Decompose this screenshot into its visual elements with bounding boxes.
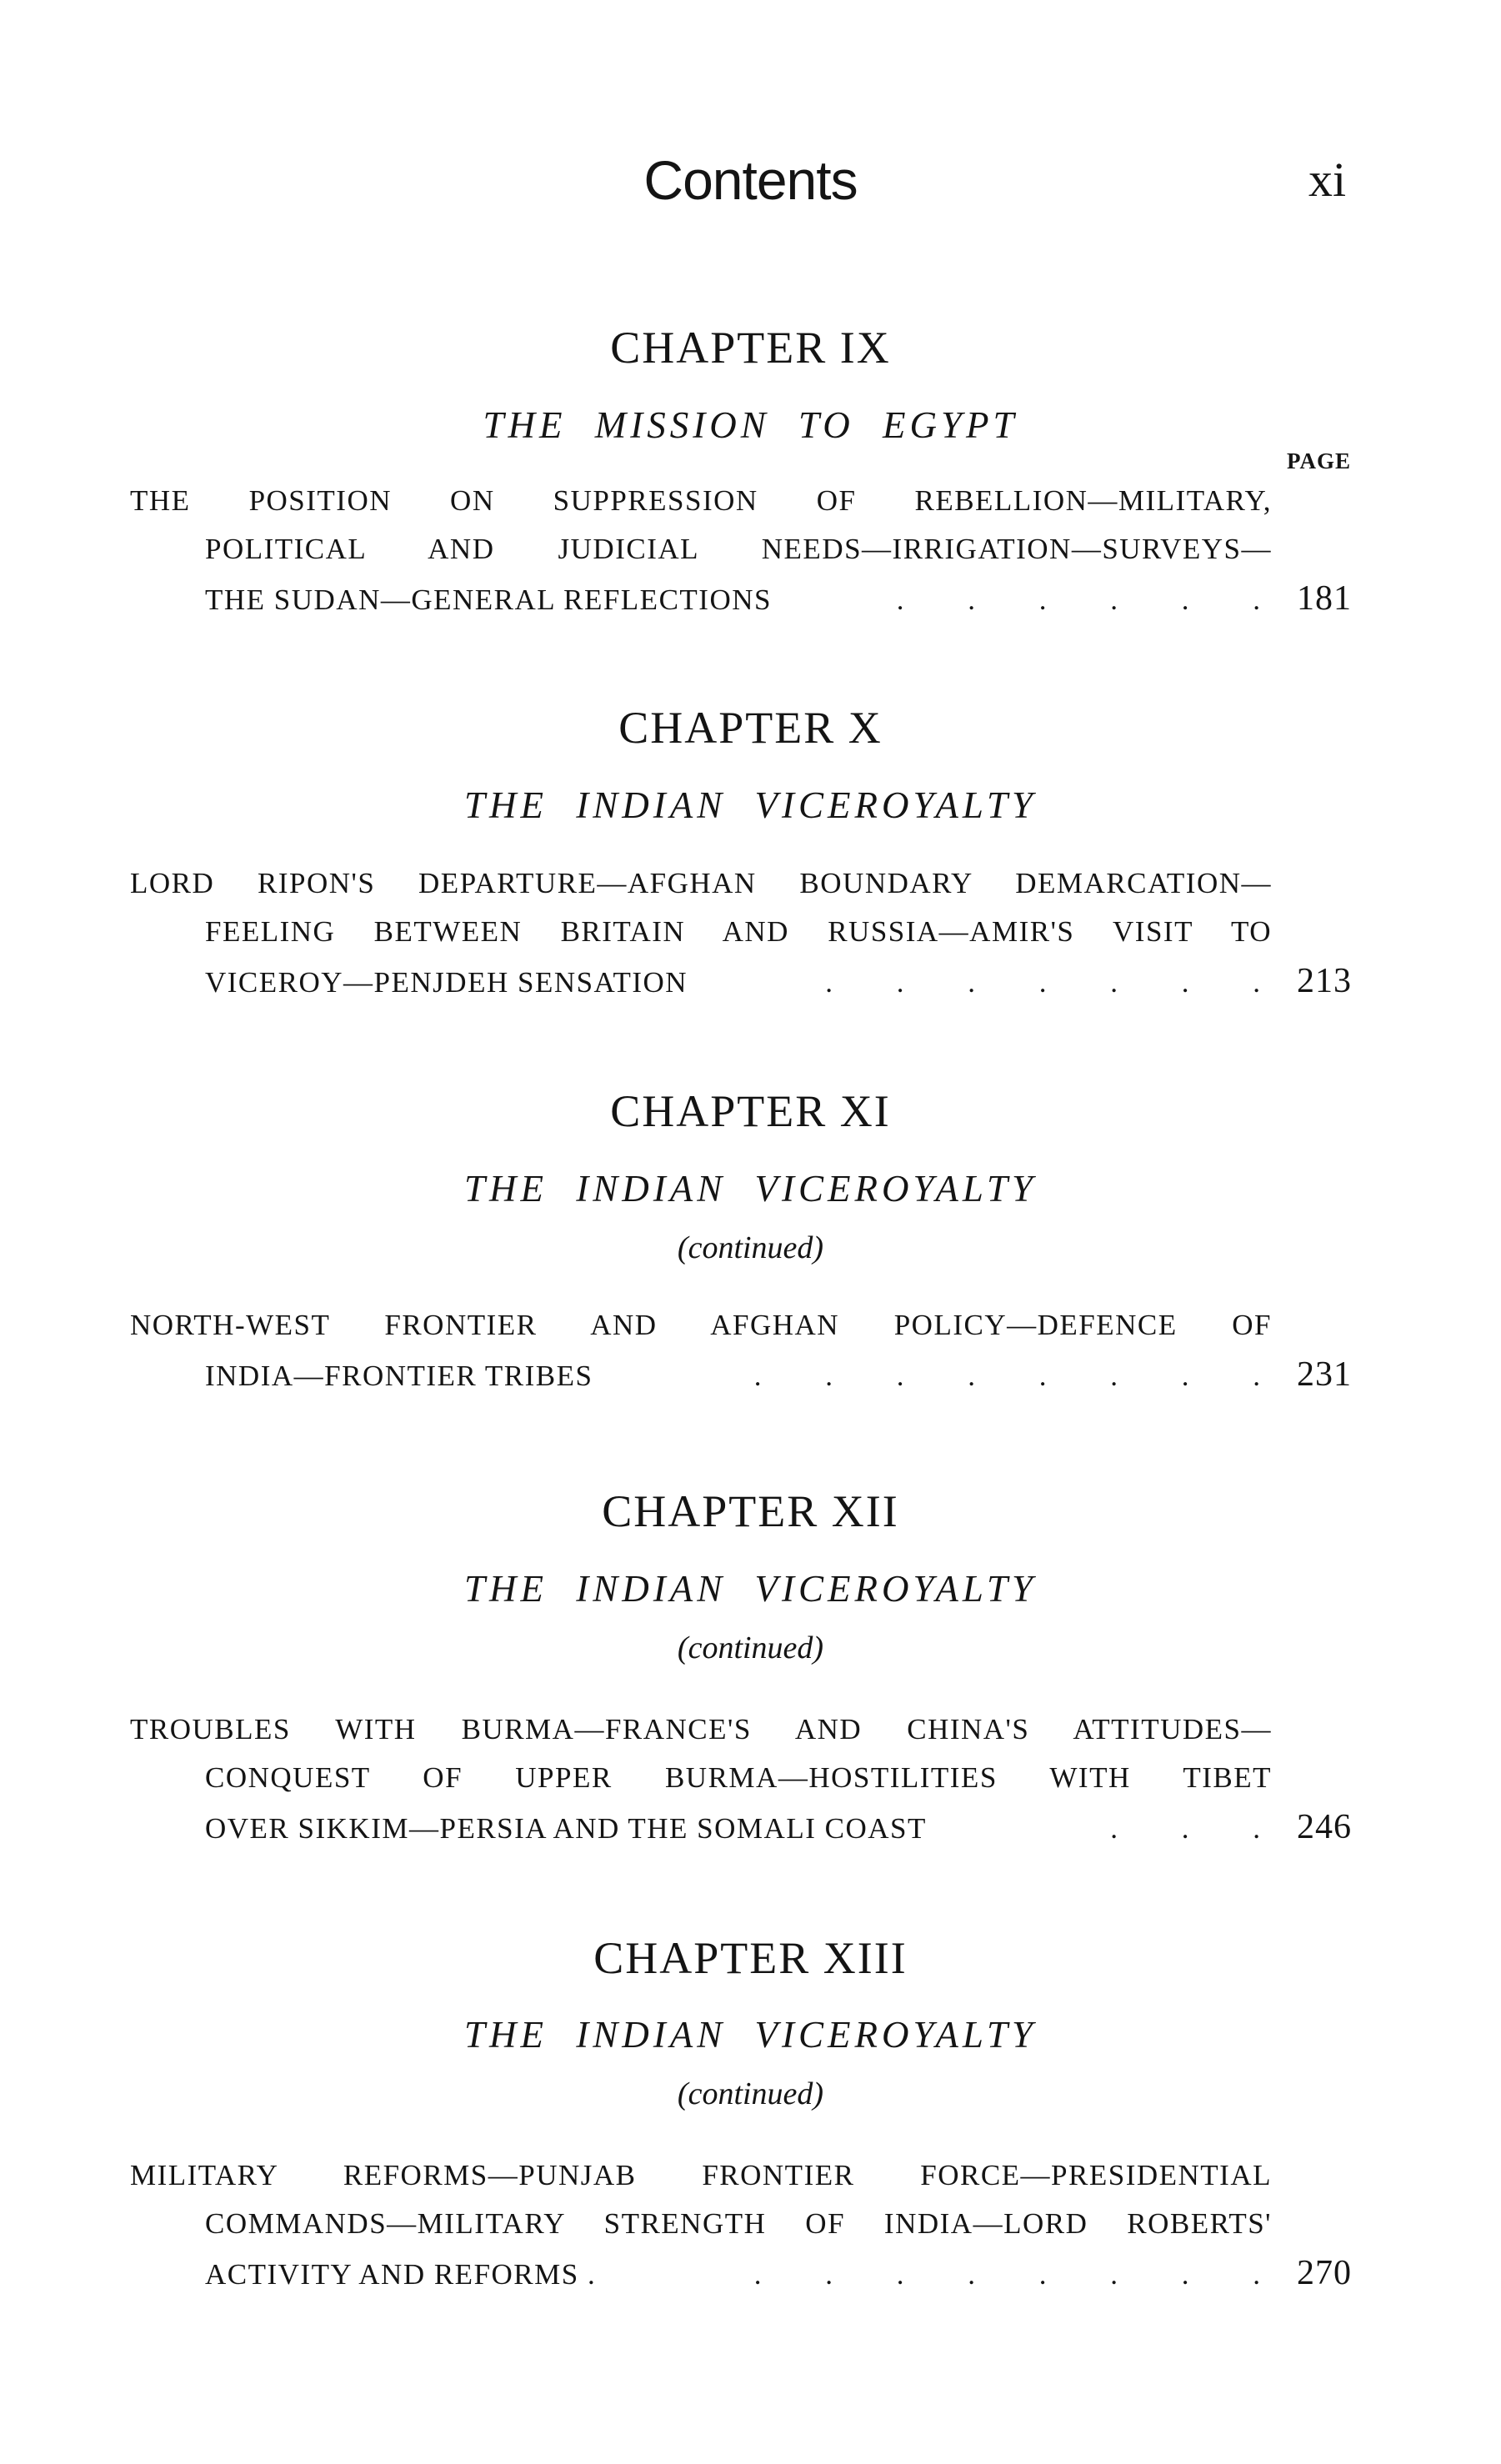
summary-line: INDIA—FRONTIER TRIBES <box>205 1360 593 1392</box>
summary-last-line <box>205 578 1363 619</box>
chapter-continued-label: (continued) <box>677 1630 824 1665</box>
chapter-continued-label: (continued) <box>677 2076 824 2111</box>
summary-line: POLITICAL AND JUDICIAL NEEDS—IRRIGATION—SURVEYS— <box>205 533 1272 565</box>
summary-line: COMMANDS—MILITARY STRENGTH OF INDIA—LORD ROBERTS' <box>205 2207 1272 2240</box>
chapter-number: CHAPTER IX <box>610 323 891 373</box>
dot-leader: . . . . . . <box>896 583 1288 616</box>
summary-line: MILITARY REFORMS—PUNJAB FRONTIER FORCE—PRESIDENTIAL <box>130 2159 1272 2191</box>
summary-line: NORTH-WEST FRONTIER AND AFGHAN POLICY—DEFENCE OF <box>130 1309 1272 1341</box>
summary-line: TROUBLES WITH BURMA—FRANCE'S AND CHINA'S ATTITUDES— <box>130 1713 1272 1745</box>
chapter-number: CHAPTER XIII <box>593 1933 908 1983</box>
dot-leader: . . . . . . . . <box>753 1360 1288 1392</box>
dot-leader: . . . . . . . . <box>753 2258 1288 2291</box>
chapter-number: CHAPTER X <box>618 703 883 753</box>
page-number: 270 <box>1297 2254 1352 2292</box>
dot-leader: . . . . . . . <box>825 966 1288 999</box>
summary-line: THE POSITION ON SUPPRESSION OF REBELLION—MILITARY, <box>130 484 1272 517</box>
summary-last-line <box>205 1807 1363 1847</box>
summary-line: CONQUEST OF UPPER BURMA—HOSTILITIES WITH TIBET <box>205 1761 1272 1794</box>
summary-line: THE SUDAN—GENERAL REFLECTIONS <box>205 583 772 616</box>
chapter-continued-label: (continued) <box>677 1230 824 1265</box>
chapter-number: CHAPTER XI <box>610 1086 891 1136</box>
summary-line: OVER SIKKIM—PERSIA AND THE SOMALI COAST <box>205 1812 927 1845</box>
page-number: 213 <box>1297 962 1352 1000</box>
page-number: 246 <box>1297 1808 1352 1846</box>
summary-line: VICEROY—PENJDEH SENSATION <box>205 966 688 999</box>
page-number: 231 <box>1297 1355 1352 1394</box>
chapter-title: THE INDIAN VICEROYALTY <box>463 1568 1037 1610</box>
summary-last-line <box>205 961 1363 1001</box>
summary-line: ACTIVITY AND REFORMS . <box>205 2258 597 2291</box>
summary-last-line <box>205 2253 1363 2293</box>
chapter-title: THE INDIAN VICEROYALTY <box>463 1168 1037 1209</box>
page-folio: xi <box>1308 153 1347 207</box>
chapter-title: THE MISSION TO EGYPT <box>483 404 1018 446</box>
page-number: 181 <box>1297 579 1352 618</box>
chapter-number: CHAPTER XII <box>602 1486 899 1536</box>
chapter-title: THE INDIAN VICEROYALTY <box>463 2014 1037 2056</box>
summary-last-line <box>205 1355 1363 1395</box>
summary-line: FEELING BETWEEN BRITAIN AND RUSSIA—AMIR'S VISIT TO <box>205 915 1272 948</box>
page-column-label: PAGE <box>1287 448 1351 473</box>
dot-leader: . . . <box>1110 1812 1288 1845</box>
summary-line: LORD RIPON'S DEPARTURE—AFGHAN BOUNDARY DEMARCATION— <box>130 867 1272 899</box>
chapter-title: THE INDIAN VICEROYALTY <box>463 784 1037 826</box>
running-title: Contents <box>643 149 858 211</box>
page-header <box>0 0 1501 250</box>
